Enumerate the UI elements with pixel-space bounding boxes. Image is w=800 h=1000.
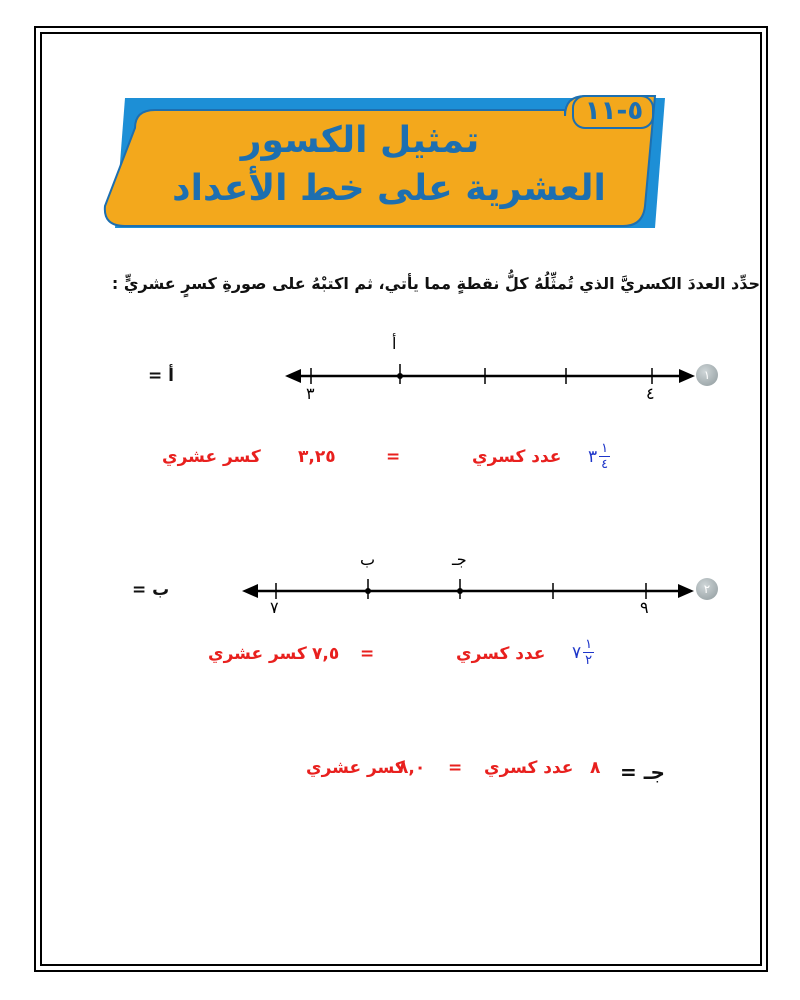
- instruction-text: حدِّد العددَ الكسريَّ الذي تُمثِّلُهُ كلُّ نقطةٍ مما يأتي، ثم اكتبْهُ على صورةِ كسرٍ عشريٍّ :: [111, 274, 760, 293]
- decimal-2: ٧,٥: [312, 644, 340, 664]
- fraction-2-denominator: ٢: [585, 653, 593, 668]
- third-decimal: ٨,٠: [398, 758, 426, 778]
- line1-end-label: ٤: [646, 384, 655, 403]
- mixed-whole-2: ٧: [572, 642, 582, 663]
- mixed-label-2: عدد كسري: [456, 644, 546, 664]
- fraction-1-numerator: ١: [601, 441, 609, 456]
- fraction-1-denominator: ٤: [601, 457, 609, 472]
- mixed-label-1: عدد كسري: [472, 447, 562, 467]
- decimal-label-2: كسر عشري: [208, 644, 307, 664]
- lesson-number: ٥-١١: [584, 96, 644, 126]
- mixed-whole-1: ٣: [588, 446, 598, 467]
- arrow-left-icon: [285, 369, 301, 383]
- point-c-label: جـ: [452, 550, 467, 569]
- line2-start-label: ٧: [270, 598, 279, 617]
- arrow-left-icon: [242, 584, 258, 598]
- point-c-marker: [457, 588, 463, 594]
- mixed-number-2: [572, 638, 594, 667]
- answer-label-c: جـ =: [620, 760, 665, 784]
- arrow-right-icon: [678, 584, 694, 598]
- lesson-title-line2: العشرية على خط الأعداد: [172, 168, 606, 209]
- line2-end-label: ٩: [640, 598, 649, 617]
- mixed-number-1: [588, 442, 610, 471]
- number-line-2: [242, 567, 694, 617]
- fraction-2: [583, 638, 594, 667]
- decimal-1: ٣,٢٥: [298, 447, 336, 467]
- exercise-number-2: ٢: [696, 578, 718, 600]
- third-decimal-label: كسر عشري: [306, 758, 405, 778]
- arrow-right-icon: [679, 369, 695, 383]
- third-mixed-label: عدد كسري: [484, 758, 574, 778]
- answer-label-a: أ =: [148, 366, 174, 386]
- equals-1: =: [386, 447, 401, 467]
- fraction-1: [599, 442, 610, 471]
- point-b-label: ب: [360, 550, 376, 569]
- third-equals: =: [448, 758, 463, 778]
- equals-2: =: [360, 644, 375, 664]
- fraction-2-numerator: ١: [585, 637, 593, 652]
- point-a-label: أ: [392, 334, 397, 353]
- number-line-1: [285, 352, 695, 402]
- decimal-label-1: كسر عشري: [162, 447, 261, 467]
- point-b-marker: [365, 588, 371, 594]
- exercise-number-1: ١: [696, 364, 718, 386]
- lesson-title-line1: تمثيل الكسور: [240, 120, 480, 161]
- point-a-marker: [397, 373, 403, 379]
- line1-start-label: ٣: [306, 384, 315, 403]
- answer-label-b: ب =: [132, 580, 170, 600]
- third-whole: ٨: [590, 758, 601, 778]
